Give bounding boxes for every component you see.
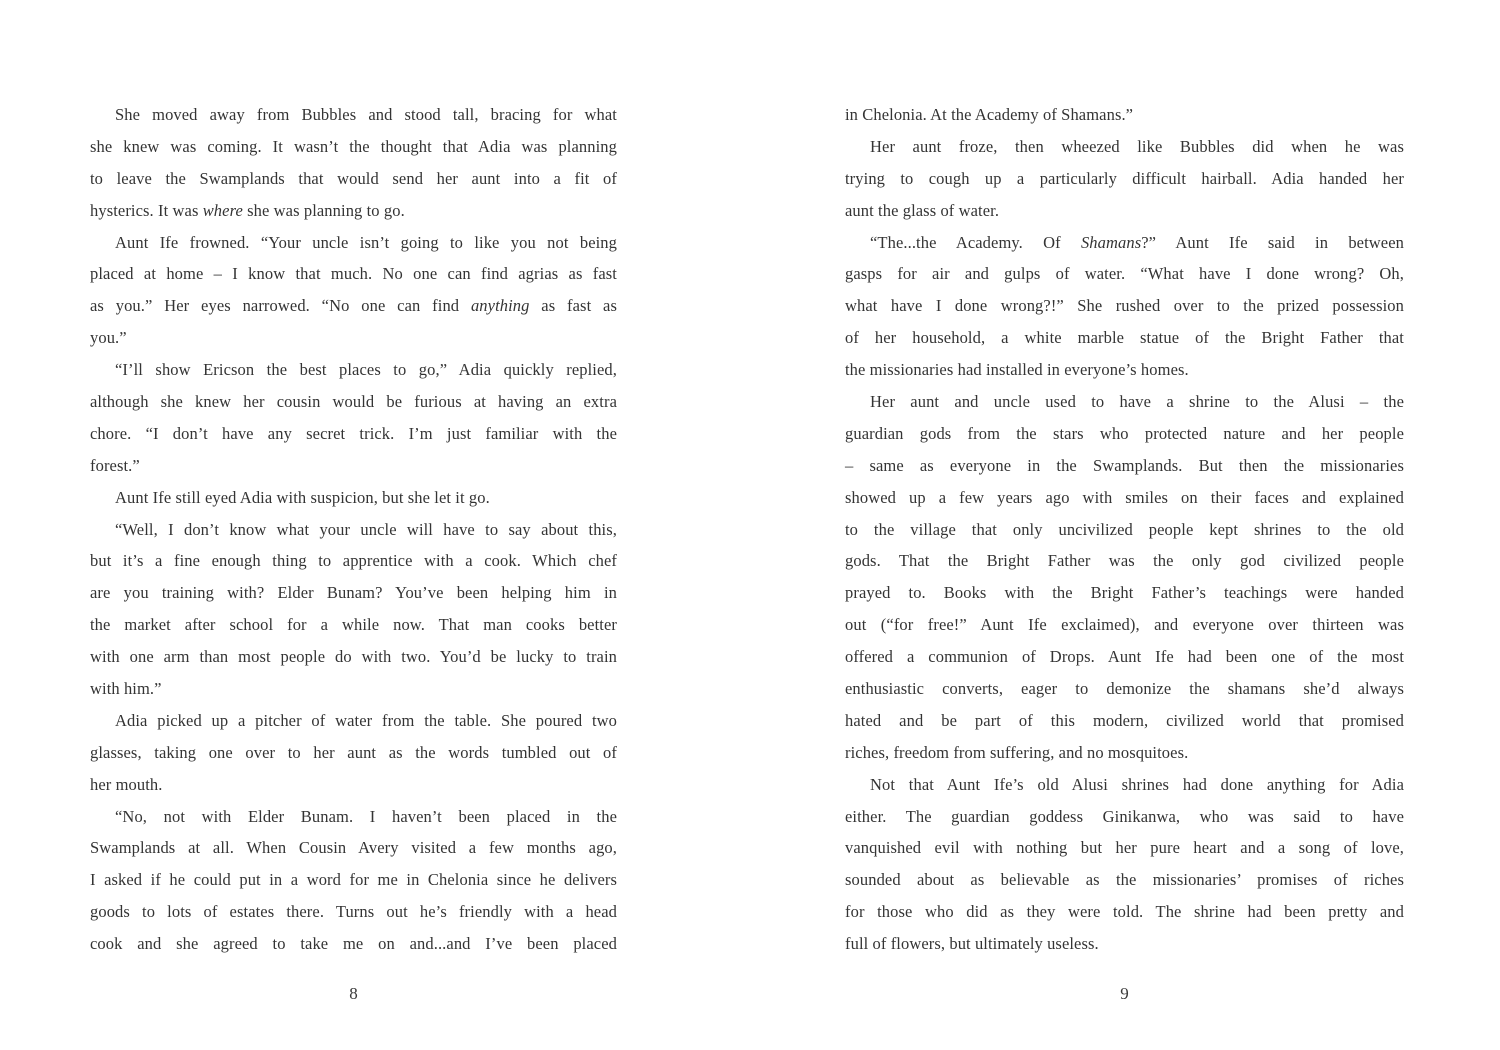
- text-line: Adia picked up a pitcher of water from the table. She poured two: [115, 710, 617, 730]
- text-line: to the village that only uncivilized people kept shrines to the old: [845, 519, 1404, 539]
- text-line: but it’s a fine enough thing to apprentice with a cook. Which chef: [90, 551, 617, 571]
- text-line: Not that Aunt Ife’s old Alusi shrines had done anything for Adia: [870, 774, 1404, 794]
- text-line: either. The guardian goddess Ginikanwa, who was said to have: [845, 806, 1404, 826]
- text-line: chore. “I don’t have any secret trick. I’m just familiar with the: [90, 423, 617, 443]
- text-line: she knew was coming. It wasn’t the thought that Adia was planning: [90, 136, 617, 156]
- text-line: sounded about as believable as the missionaries’ promises of riches: [845, 870, 1404, 890]
- text-line: riches, freedom from suffering, and no mosquitoes.: [845, 742, 1189, 762]
- text-line: aunt the glass of water.: [845, 200, 1000, 220]
- text-line: are you training with? Elder Bunam? You’ve been helping him in: [90, 583, 617, 603]
- text-line: guardian gods from the stars who protected nature and her people: [845, 423, 1404, 443]
- text-line: cook and she agreed to take me on and...and I’ve been placed: [90, 934, 617, 954]
- text-line: gods. That the Bright Father was the only god civilized people: [845, 551, 1404, 571]
- text-line: prayed to. Books with the Bright Father’s teachings were handed: [845, 583, 1404, 603]
- text-line: you.”: [90, 328, 127, 348]
- text-line: forest.”: [90, 455, 140, 475]
- text-line: “I’ll show Ericson the best places to go,” Adia quickly replied,: [115, 360, 617, 380]
- text-line: Her aunt froze, then wheezed like Bubbles did when he was: [870, 136, 1404, 156]
- text-line: although she knew her cousin would be furious at having an extra: [90, 392, 617, 412]
- text-line: Aunt Ife frowned. “Your uncle isn’t going to like you not being: [115, 232, 617, 252]
- text-line: the market after school for a while now. That man cooks better: [90, 615, 617, 635]
- text-line: hated and be part of this modern, civilized world that promised: [845, 710, 1404, 730]
- text-line: what have I done wrong?!” She rushed over to the prized possession: [845, 296, 1404, 316]
- text-line: full of flowers, but ultimately useless.: [845, 934, 1099, 954]
- book-page-right: [750, 0, 1500, 1050]
- text-line: “Well, I don’t know what your uncle will have to say about this,: [115, 519, 617, 539]
- text-line: placed at home – I know that much. No one can find agrias as fast: [90, 264, 617, 284]
- text-line: offered a communion of Drops. Aunt Ife had been one of the most: [845, 647, 1404, 667]
- page-right-text: [845, 99, 1404, 960]
- text-line: enthusiastic converts, eager to demonize the shamans she’d always: [845, 679, 1404, 699]
- page-number-left: 8: [349, 984, 358, 1003]
- text-line: goods to lots of estates there. Turns out he’s friendly with a head: [90, 902, 617, 922]
- text-line: Her aunt and uncle used to have a shrine to the Alusi – the: [870, 392, 1404, 412]
- text-line: out (“for free!” Aunt Ife exclaimed), and everyone over thirteen was: [845, 615, 1404, 635]
- text-line: her mouth.: [90, 774, 163, 794]
- text-line: Swamplands at all. When Cousin Avery visited a few months ago,: [90, 838, 617, 858]
- text-line: Aunt Ife still eyed Adia with suspicion, but she let it go.: [115, 487, 490, 507]
- text-line: trying to cough up a particularly difficult hairball. Adia handed her: [845, 168, 1404, 188]
- text-line: of her household, a white marble statue of the Bright Father that: [845, 328, 1404, 348]
- text-line: showed up a few years ago with smiles on their faces and explained: [845, 487, 1404, 507]
- text-line: as you.” Her eyes narrowed. “No one can find anything as fast as: [90, 296, 617, 316]
- text-line: glasses, taking one over to her aunt as the words tumbled out of: [90, 742, 617, 762]
- text-line: I asked if he could put in a word for me in Chelonia since he delivers: [90, 870, 617, 890]
- text-line: with one arm than most people do with two. You’d be lucky to train: [90, 647, 617, 667]
- text-line: the missionaries had installed in everyone’s homes.: [845, 360, 1189, 380]
- text-line: – same as everyone in the Swamplands. But then the missionaries: [845, 455, 1404, 475]
- text-line: to leave the Swamplands that would send her aunt into a fit of: [90, 168, 617, 188]
- text-line: in Chelonia. At the Academy of Shamans.”: [845, 105, 1134, 124]
- page-left-text: [90, 99, 617, 960]
- text-line: “No, not with Elder Bunam. I haven’t been placed in the: [115, 806, 617, 826]
- text-line: “The...the Academy. Of Shamans?” Aunt Ife said in between: [870, 232, 1404, 252]
- text-line: with him.”: [90, 679, 162, 699]
- text-line: gasps for air and gulps of water. “What have I done wrong? Oh,: [845, 264, 1404, 284]
- text-line: vanquished evil with nothing but her pure heart and a song of love,: [845, 838, 1404, 858]
- text-line: She moved away from Bubbles and stood tall, bracing for what: [115, 105, 617, 124]
- page-number-right: 9: [1120, 984, 1129, 1003]
- text-line: for those who did as they were told. The shrine had been pretty and: [845, 902, 1404, 922]
- text-line: hysterics. It was where she was planning to go.: [90, 200, 405, 220]
